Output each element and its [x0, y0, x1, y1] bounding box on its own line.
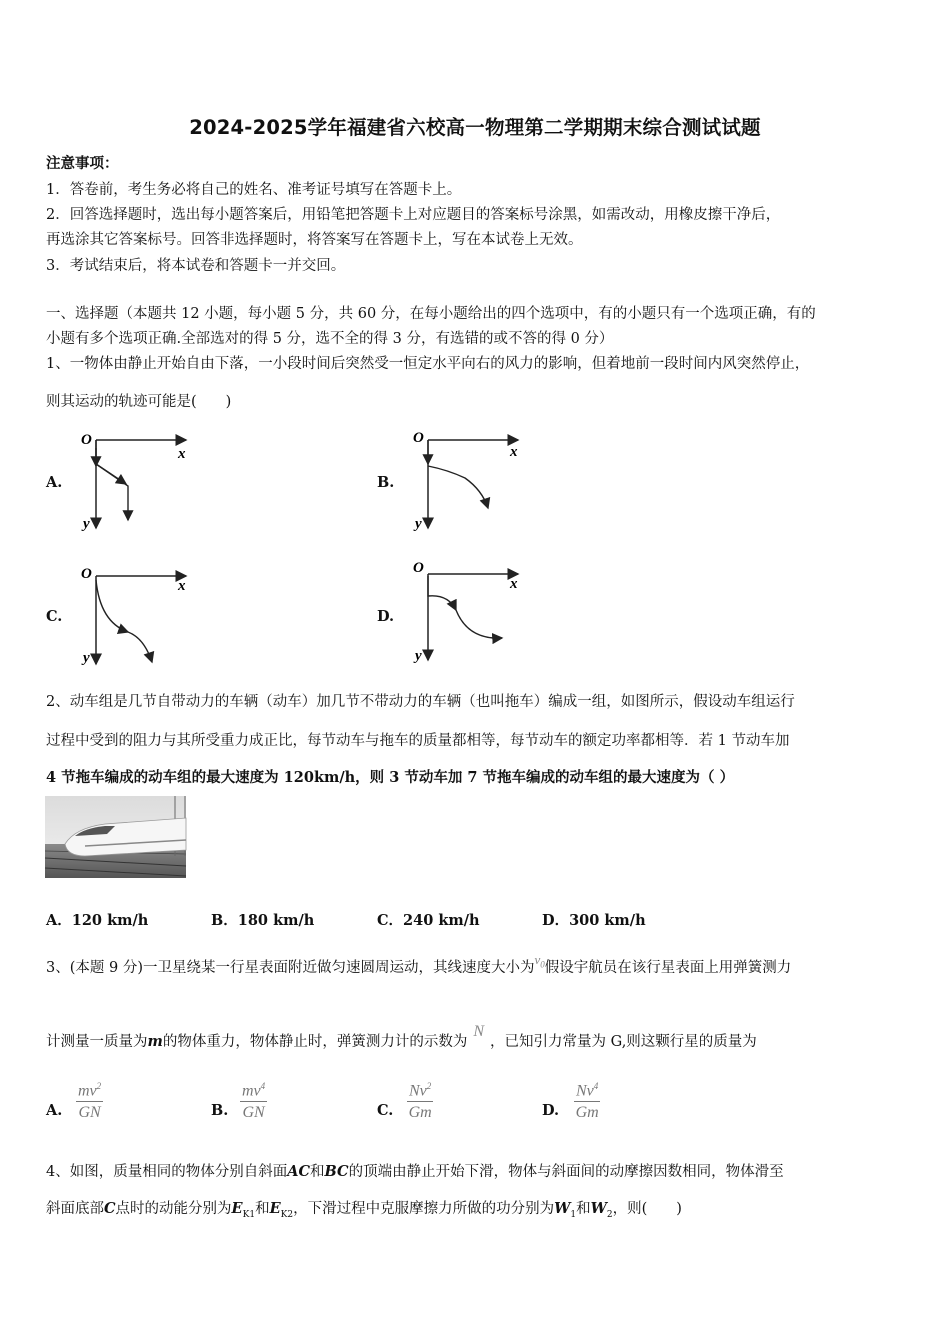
q2-option-d: D．300 km/h — [542, 912, 646, 929]
q2-text-line2: 过程中受到的阻力与其所受重力成正比，每节动车与拖车的质量都相等，每节动车的额定功率都相等．若 1 节动车加 — [46, 733, 790, 749]
q4-w2-symbol: W — [590, 1200, 607, 1217]
q1-graph-b-y: y — [415, 516, 422, 532]
q3-option-a-fraction — [76, 1076, 103, 1124]
q3-option-c-fraction — [407, 1076, 433, 1124]
q3-option-d-den: Gm — [575, 1104, 599, 1122]
q3-option-c-exp: 2 — [426, 1081, 432, 1091]
q1-graph-d-y: y — [415, 648, 422, 664]
q1-graph-b — [410, 428, 525, 533]
q3-option-c-num: Nv — [409, 1082, 427, 1100]
q3-option-d-exp: 4 — [593, 1081, 599, 1091]
notes-item-2-cont: 再选涂其它答案标号。回答非选择题时，将答案写在答题卡上，写在本试卷上无效。 — [46, 232, 583, 248]
q1-graph-a-y: y — [83, 516, 90, 532]
q3-v0-symbol: v — [534, 952, 541, 967]
q3-option-a-den: GN — [78, 1104, 101, 1122]
q4-text-line2-and2: 和 — [576, 1201, 591, 1217]
q2-option-c: C．240 km/h — [377, 912, 480, 929]
q3-text-line1 — [46, 952, 792, 978]
q1-graph-a — [78, 428, 193, 533]
q3-option-a-num: mv — [78, 1082, 97, 1100]
q4-ac: AC — [287, 1163, 311, 1180]
q4-w2-sub: 2 — [606, 1209, 613, 1220]
q3-text-line1-b: 假设宇航员在该行星表面上用弹簧测力 — [544, 960, 792, 976]
q3-text-line2-b: 的物体重力，物体静止时，弹簧测力计的示数为 — [162, 1034, 468, 1050]
q3-text-line2-a: 计测量一质量为 — [46, 1034, 148, 1050]
q1-graph-a-origin: O — [81, 432, 92, 448]
notes-item-3: 3．考试结束后，将本试卷和答题卡一并交回。 — [46, 258, 346, 274]
q2-text-line1: 2、动车组是几节自带动力的车辆（动车）加几节不带动力的车辆（也叫拖车）编成一组，如图所示，假设动车组运行 — [46, 694, 795, 710]
q3-option-b-label: B. — [211, 1102, 229, 1119]
q1-graph-c — [78, 562, 193, 667]
q2-option-b: B．180 km/h — [211, 912, 315, 929]
q4-text-line2-d: ，则( ) — [612, 1201, 682, 1217]
q3-n-symbol: N — [473, 1023, 485, 1040]
q3-option-b-den: GN — [242, 1104, 265, 1122]
q3-option-d-num: Nv — [576, 1082, 594, 1100]
q4-text-line1-a: 4、如图，质量相同的物体分别自斜面 — [46, 1164, 288, 1180]
q3-text-line2 — [46, 1023, 757, 1051]
q3-m-symbol: m — [147, 1033, 163, 1050]
q1-text-line1: 1、一物体由静止开始自由下落，一小段时间后突然受一恒定水平向右的风力的影响，但着地前一段时间内风突然停止， — [46, 356, 810, 372]
q4-text-line1-and: 和 — [310, 1164, 325, 1180]
q1-graph-c-x: x — [178, 578, 186, 594]
q1-option-b-label: B. — [377, 474, 395, 491]
q2-train-image — [45, 796, 186, 878]
q4-ek2-symbol: E — [269, 1200, 281, 1217]
q4-ek1-sub: K1 — [242, 1209, 256, 1220]
q1-graph-d — [410, 558, 525, 663]
q1-option-a-label: A. — [46, 474, 63, 491]
q3-v0-sub: 0 — [540, 959, 545, 970]
q1-text-line2: 则其运动的轨迹可能是( ) — [46, 394, 232, 410]
q4-w1-sub: 1 — [570, 1209, 577, 1220]
q4-w1-symbol: W — [554, 1200, 571, 1217]
q2-text-line3: 4 节拖车编成的动车组的最大速度为 120km/h，则 3 节动车加 7 节拖车编成的动车组的最大速度为（ ） — [46, 769, 735, 786]
q3-option-b-fraction — [240, 1076, 267, 1124]
q1-graph-d-x: x — [510, 576, 518, 592]
notes-heading: 注意事项： — [46, 155, 119, 172]
q1-graph-b-x: x — [510, 444, 518, 460]
q4-text-line1 — [46, 1160, 784, 1181]
page-title: 2024-2025学年福建省六校高一物理第二学期期末综合测试试题 — [189, 116, 761, 139]
q3-option-c-den: Gm — [408, 1104, 432, 1122]
notes-item-1: 1．答卷前，考生务必将自己的姓名、准考证号填写在答题卡上。 — [46, 182, 462, 198]
q3-option-a-label: A. — [46, 1102, 63, 1119]
section-heading-line2: 小题有多个选项正确.全部选对的得 5 分，选不全的得 3 分，有选错的或不答的得 0 分） — [46, 331, 614, 347]
q1-option-c-label: C. — [46, 608, 63, 625]
q1-graph-a-x: x — [178, 446, 186, 462]
notes-item-2: 2．回答选择题时，选出每小题答案后，用铅笔把答题卡上对应题目的答案标号涂黑，如需改动，用橡皮擦干净后， — [46, 207, 781, 223]
q4-text-line2-c: ，下滑过程中克服摩擦力所做的功分别为 — [293, 1201, 555, 1217]
q4-bc: BC — [324, 1163, 349, 1180]
q1-graph-c-y: y — [83, 650, 90, 666]
q1-option-d-label: D. — [377, 608, 395, 625]
q3-option-a-exp: 2 — [96, 1081, 102, 1091]
section-heading-line1: 一、选择题（本题共 12 小题，每小题 5 分，共 60 分，在每小题给出的四个选项中，有的小题只有一个选项正确，有的 — [46, 306, 816, 322]
q4-text-line1-b: 的顶端由静止开始下滑，物体与斜面间的动摩擦因数相同，物体滑至 — [348, 1164, 784, 1180]
q3-option-c-label: C. — [377, 1102, 394, 1119]
q1-graph-b-origin: O — [413, 430, 424, 446]
q4-ek1-symbol: E — [231, 1200, 243, 1217]
q3-text-line1-a: 3、(本题 9 分)一卫星绕某一行星表面附近做匀速圆周运动，其线速度大小为 — [46, 960, 535, 976]
q4-text-line2-and: 和 — [255, 1201, 270, 1217]
q3-option-d-label: D. — [542, 1102, 560, 1119]
q4-text-line2-a: 斜面底部 — [46, 1201, 104, 1217]
q4-ek2-sub: K2 — [280, 1209, 294, 1220]
q2-option-a: A．120 km/h — [46, 912, 149, 929]
q4-c: C — [104, 1200, 116, 1217]
q3-option-d-fraction — [574, 1076, 600, 1124]
q4-text-line2-b: 点时的动能分别为 — [115, 1201, 232, 1217]
q1-graph-c-origin: O — [81, 566, 92, 582]
q3-text-line2-c: ，已知引力常量为 G,则这颗行星的质量为 — [490, 1034, 757, 1050]
q3-option-b-exp: 4 — [260, 1081, 266, 1091]
q3-option-b-num: mv — [242, 1082, 261, 1100]
q1-graph-d-origin: O — [413, 560, 424, 576]
q4-text-line2 — [46, 1197, 682, 1220]
